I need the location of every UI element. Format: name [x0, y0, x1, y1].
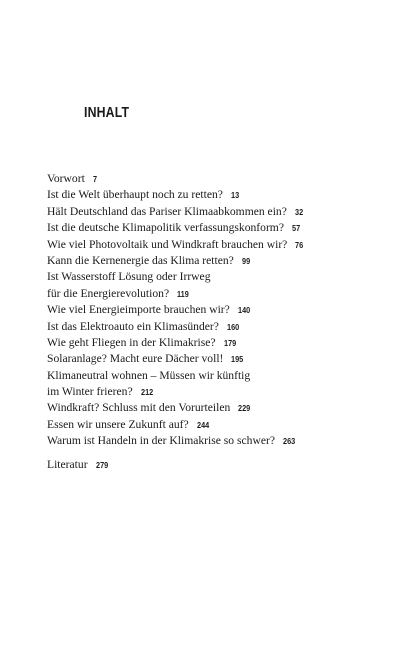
toc-entry — [47, 187, 387, 203]
toc-entry-page: 140 — [237, 305, 251, 316]
toc-entry-title: Windkraft? Schluss mit den Vorurteilen — [47, 401, 231, 415]
toc-entry-title: Ist die deutsche Klimapolitik verfassungskonform? — [47, 221, 284, 235]
toc-entry-title: Klimaneutral wohnen – Müssen wir künftig — [47, 368, 251, 382]
toc-entry — [47, 253, 387, 269]
toc-entry-page: 119 — [177, 288, 189, 299]
toc-entry — [47, 286, 387, 302]
toc-entry-title: Warum ist Handeln in der Klimakrise so schwer? — [47, 434, 275, 448]
toc-entry-title: Kann die Kernenergie das Klima retten? — [47, 253, 234, 267]
toc-entry-title: Solaranlage? Macht eure Dächer voll! — [47, 352, 224, 366]
toc-entry — [47, 335, 387, 351]
toc-entry — [47, 302, 387, 318]
toc-entry-page: 160 — [226, 321, 240, 332]
toc-entry-page: 244 — [196, 419, 209, 430]
toc-entry-page: 13 — [230, 190, 240, 201]
toc-entry-title: für die Energierevolution? — [47, 286, 170, 300]
table-of-contents — [47, 171, 387, 450]
toc-entry-title: Ist Wasserstoff Lösung oder Irrweg — [47, 270, 211, 284]
toc-entry — [47, 269, 387, 285]
toc-entry-title: Ist die Welt überhaupt noch zu retten? — [47, 188, 223, 202]
toc-entry-title: Wie geht Fliegen in der Klimakrise? — [47, 335, 216, 349]
toc-entry — [47, 433, 387, 449]
toc-entry-title: Literatur — [47, 458, 88, 471]
toc-entry-title: Wie viel Photovoltaik und Windkraft brauchen wir? — [47, 237, 288, 251]
toc-entry — [47, 400, 387, 416]
toc-entry-page: 32 — [294, 206, 303, 217]
toc-entry-page: 229 — [238, 403, 251, 414]
toc-entry-page: 7 — [92, 174, 97, 184]
toc-entry-literatur — [47, 457, 110, 473]
toc-entry-title: Hält Deutschland das Pariser Klimaabkommen ein? — [47, 204, 287, 218]
toc-entry-page: 212 — [140, 387, 153, 398]
toc-entry — [47, 237, 387, 253]
toc-entry — [47, 220, 387, 236]
toc-entry — [47, 368, 387, 384]
toc-entry-title: Ist das Elektroauto ein Klimasünder? — [47, 319, 219, 333]
toc-entry — [47, 384, 387, 400]
toc-entry-title: Vorwort — [47, 172, 85, 185]
toc-entry-page: 76 — [295, 239, 304, 250]
toc-entry-page: 179 — [223, 337, 236, 348]
toc-entry-title: Wie viel Energieimporte brauchen wir? — [47, 303, 230, 317]
toc-entry — [47, 417, 387, 433]
toc-entry-page: 195 — [231, 354, 244, 365]
toc-entry-title: im Winter frieren? — [47, 385, 133, 399]
toc-entry — [47, 171, 387, 187]
page-title: INHALT — [84, 104, 130, 121]
toc-entry-page: 99 — [241, 255, 250, 266]
toc-entry-title: Essen wir unsere Zukunft auf? — [47, 417, 189, 431]
toc-entry — [47, 319, 387, 335]
toc-entry — [47, 351, 387, 367]
toc-entry — [47, 204, 387, 220]
toc-entry-page: 279 — [95, 460, 108, 470]
toc-entry-page: 263 — [282, 436, 296, 447]
toc-entry-page: 57 — [291, 223, 301, 234]
